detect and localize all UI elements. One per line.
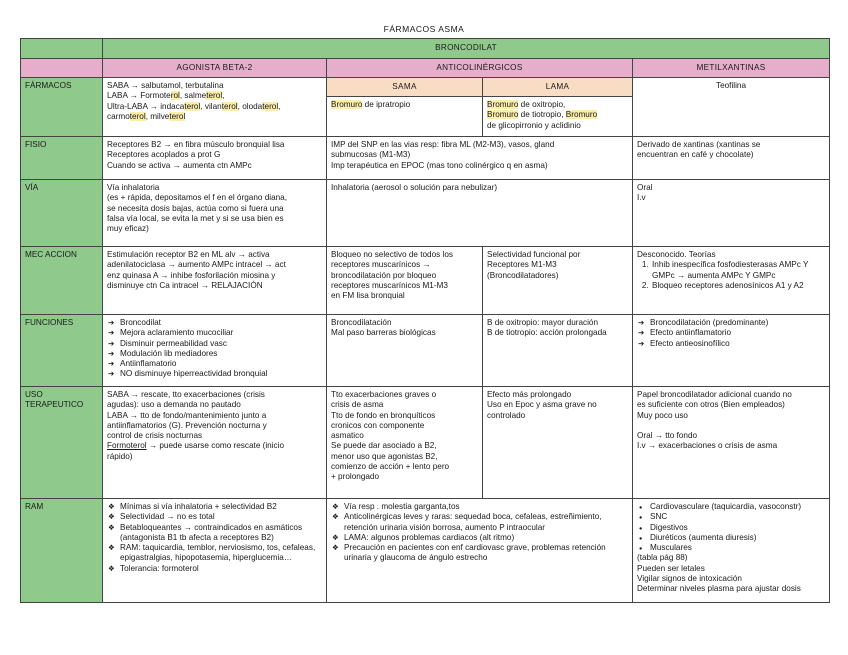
cell-mec-lama: Selectividad funcional por Receptores M1-M3 (Broncodilatadores) (483, 247, 633, 315)
row-label-via: VÍA (21, 180, 103, 247)
cell-farmacos-lama: Bromuro de oxitropio, Bromuro de tiotropio, Bromuro de glicopirronio y aclidinio (483, 97, 633, 137)
table-row-via (21, 180, 830, 247)
header-anticolinergicos: ANTICOLINÉRGICOS (327, 59, 633, 78)
cell-ram-anti (327, 499, 633, 603)
cell-mec-agonista: Estimulación receptor B2 en ML alv → activa adenilatociclasa → aumento AMPc intracel → act enz quinasa A → inhibe fosforilación miosina y disminuye ctn Ca intracel → RELAJACIÓN (103, 247, 327, 315)
list-item: ➔ Broncodilatación (predominante) (637, 318, 825, 328)
list-item: ❖ Vía resp . molestia garganta,tos (331, 502, 628, 512)
table-row-groups (21, 59, 830, 78)
list-item: ● Musculares (637, 543, 825, 553)
cell-uso-lama: Efecto más prolongado Uso en Epoc y asma grave no controlado (483, 387, 633, 499)
list-item: ❖ Betabloqueantes → contraindicados en asmáticos (antagonista B1 tb afecta a receptores B2) (107, 523, 322, 544)
cell-funciones-agonista (103, 315, 327, 387)
cell-mec-sama: Bloqueo no selectivo de todos los receptores muscarínicos → broncodilatación por bloqueo receptores muscarínicos M1-M3 en FM lisa bronquial (327, 247, 483, 315)
list-item: ➔ NO disminuye hiperreactividad bronquial (107, 369, 322, 379)
list-item: ➔ Efecto antieosinofílico (637, 339, 825, 349)
cell-funciones-sama: Broncodilatación Mal paso barreras biológicas (327, 315, 483, 387)
cell-via-anti: Inhalatoria (aerosol o solución para nebulizar) (327, 180, 633, 247)
cell-fisio-agonista: Receptores B2 → en fibra músculo bronquial lisa Receptores acoplados a prot G Cuando se activa → aumenta ctn AMPc (103, 137, 327, 180)
header-agonista: AGONISTA BETA-2 (103, 59, 327, 78)
cell-funciones-metil (633, 315, 830, 387)
row-label-funciones: FUNCIONES (21, 315, 103, 387)
list-item: ❖ Selectividad → no es total (107, 512, 322, 522)
list-item: ➔ Efecto antiinflamatorio (637, 328, 825, 338)
list-item: ● Digestivos (637, 523, 825, 533)
list-item: ❖ Tolerancia: formoterol (107, 564, 322, 574)
row-label-mec: MEC ACCION (21, 247, 103, 315)
list-item: ❖ RAM: taquicardia, temblor, nerviosismo, tos, cefaleas, epigastralgias, hipopotasemia, hiperglucemia… (107, 543, 322, 564)
drugs-table (20, 38, 830, 603)
table-row-farmacos (21, 78, 830, 97)
cell-mec-metil: Desconocido. Teorías 1. Inhib inespecífica fosfodiesterasas AMPc Y GMPc → aumenta AMPc Y GMPc 2. Bloqueo receptores adenosínicos A1 y A2 (633, 247, 830, 315)
list-item: ➔ Antiinflamatorio (107, 359, 322, 369)
cell-farmacos-agonista: SABA → salbutamol, terbutalina LABA → Formoterol, salmeterol, Ultra-LABA → indacaterol, vilanterol, olodaterol, carmoterol, milveterol (103, 78, 327, 137)
corner-cell (21, 39, 103, 59)
cell-uso-metil: Papel broncodilatador adicional cuando no es suficiente con otros (Bien empleados) Muy poco uso Oral → tto fondo I.v → exacerbaciones o crisis de asma (633, 387, 830, 499)
cell-funciones-lama: B de oxitropio: mayor duración B de tiotropio: acción prolongada (483, 315, 633, 387)
list-item: ● Cardiovasculare (taquicardia, vasoconstr) (637, 502, 825, 512)
list-item: ❖ Anticolinérgicas leves y raras: sequedad boca, cefaleas, estreñimiento, retención urinaria visión borrosa, aumento P intraocular (331, 512, 628, 533)
list-item: ➔ Mejora aclaramiento mucociliar (107, 328, 322, 338)
cell-uso-agonista: SABA → rescate, tto exacerbaciones (crisis agudas): uso a demanda no pautado LABA → tto de fondo/mantenimiento junto a antiinflamatorios (G). Prevención nocturna y control de crisis nocturnas Formoterol → puede usarse como rescate (inicio rápido) (103, 387, 327, 499)
table-row-ram (21, 499, 830, 603)
header-lama: LAMA (483, 78, 633, 97)
corner-cell (21, 59, 103, 78)
row-label-ram: RAM (21, 499, 103, 603)
list-item: ➔ Modulación lib mediadores (107, 349, 322, 359)
cell-fisio-anti: IMP del SNP en las vias resp: fibra ML (M2-M3), vasos, gland submucosas (M1-M3) Imp terapéutica en EPOC (mas tono colinérgico q en asma) (327, 137, 633, 180)
header-broncodilat: BRONCODILAT (103, 39, 830, 59)
row-label-fisio: FISIO (21, 137, 103, 180)
cell-via-metil: Oral I.v (633, 180, 830, 247)
list-item: ❖ Precaución en pacientes con enf cardiovasc grave, problemas retención urinaria y glaucoma de ángulo estrecho (331, 543, 628, 564)
cell-fisio-metil: Derivado de xantinas (xantinas se encuentran en café y chocolate) (633, 137, 830, 180)
cell-ram-metil: ● Cardiovasculare (taquicardia, vasoconstr) ● SNC ● Digestivos ● Diuréticos (aumenta diuresis) ● Musculares (tabla pág 88) Pueden ser letales Vigilar signos de intoxicación Determinar niveles plasma para ajustar dosis (633, 499, 830, 603)
cell-farmacos-metil: Teofilina (633, 78, 830, 137)
header-metilxantinas: METILXANTINAS (633, 59, 830, 78)
row-label-uso: USO TERAPEUTICO (21, 387, 103, 499)
list-item: 1. Inhib inespecífica fosfodiesterasas AMPc Y GMPc → aumenta AMPc Y GMPc (651, 260, 825, 281)
cell-via-agonista: Vía inhalatoria (es + rápida, depositamos el f en el órgano diana, se necesita dosis bajas, actúa como si fuera una falsa vía local, se evita la met y si se usa bien es muy eficaz) (103, 180, 327, 247)
row-label-farmacos: FÁRMACOS (21, 78, 103, 137)
cell-ram-agonista (103, 499, 327, 603)
table-row-broncodilat (21, 39, 830, 59)
list-item: ➔ Broncodilat (107, 318, 322, 328)
table-row-funciones (21, 315, 830, 387)
table-row-uso (21, 387, 830, 499)
table-row-mec (21, 247, 830, 315)
list-item: ❖ Mínimas si vía inhalatoria + selectividad B2 (107, 502, 322, 512)
cell-farmacos-sama: Bromuro de ipratropio (327, 97, 483, 137)
list-item: ➔ Disminuir permeabilidad vasc (107, 339, 322, 349)
list-item: ● Diuréticos (aumenta diuresis) (637, 533, 825, 543)
list-item: 2. Bloqueo receptores adenosínicos A1 y A2 (651, 281, 825, 291)
table-row-fisio (21, 137, 830, 180)
page-title: FÁRMACOS ASMA (383, 24, 465, 34)
cell-uso-sama: Tto exacerbaciones graves o crisis de asma Tto de fondo en bronquíticos cronicos con componente asmatico Se puede dar asociado a B2, menor uso que agonistas B2, comienzo de acción + lento pero + prolongado (327, 387, 483, 499)
list-item: ● SNC (637, 512, 825, 522)
list-item: ❖ LAMA: algunos problemas cardiacos (alt ritmo) (331, 533, 628, 543)
header-sama: SAMA (327, 78, 483, 97)
